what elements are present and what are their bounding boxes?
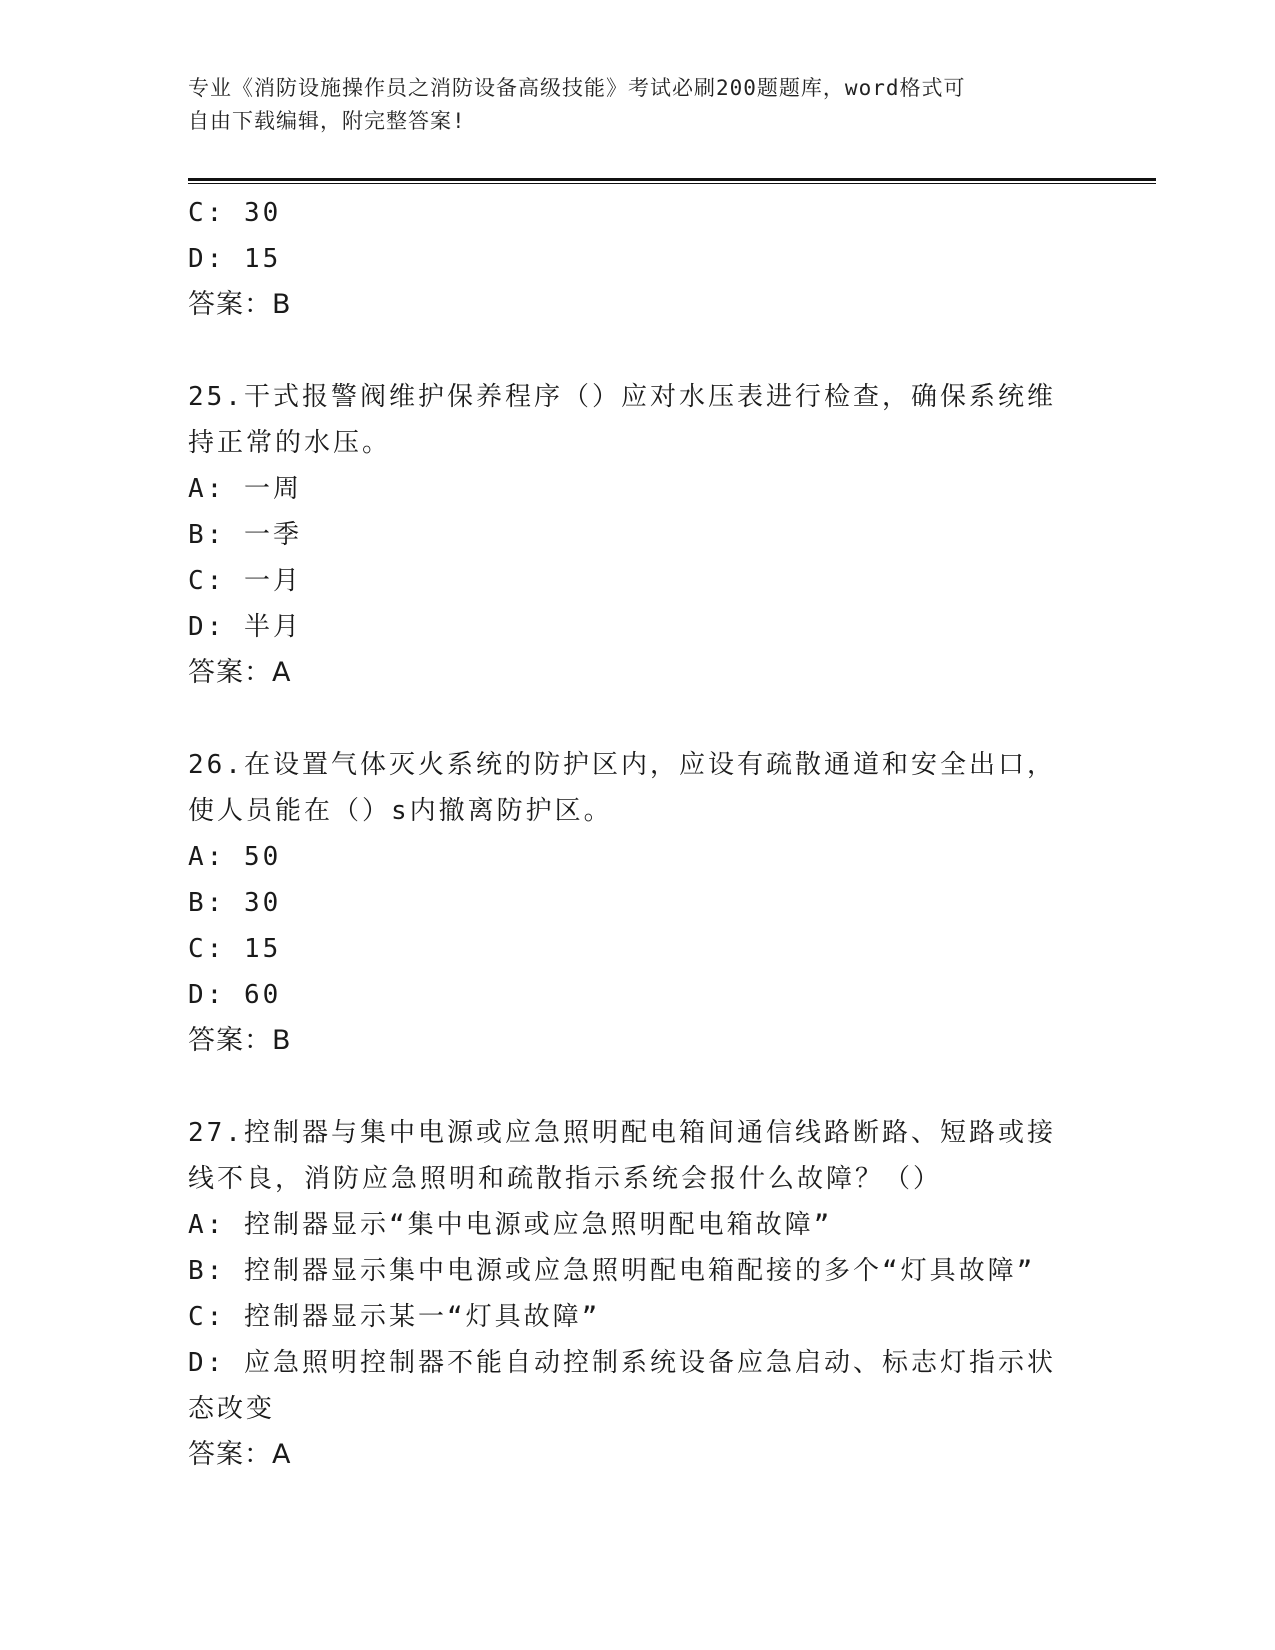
question-text: 26.在设置气体灭火系统的防护区内，应设有疏散通道和安全出口，使人员能在（）s内撤离防护区。 — [188, 750, 1056, 826]
option-text: 控制器显示“集中电源或应急照明配电箱故障” — [243, 1210, 833, 1240]
header-divider-thin — [188, 183, 1156, 184]
option-text: 60 — [243, 980, 282, 1010]
option-label: D: — [188, 612, 226, 642]
option-b — [188, 512, 1088, 558]
question-text: 25.干式报警阀维护保养程序（）应对水压表进行检查，确保系统维持正常的水压。 — [188, 382, 1056, 458]
answer-line: 答案：A — [188, 1439, 292, 1470]
page-header — [188, 72, 1068, 138]
header-title-line-2: 自由下载编辑，附完整答案! — [188, 109, 466, 133]
option-label: B: — [188, 520, 226, 550]
option-b — [188, 880, 1088, 926]
option-d — [188, 1340, 1078, 1432]
option-text: 50 — [243, 842, 282, 872]
question-27 — [188, 1110, 1088, 1478]
option-a — [188, 466, 1088, 512]
option-text: 一周 — [243, 474, 302, 504]
answer-line: 答案：B — [188, 289, 292, 320]
spacer — [188, 328, 1088, 374]
option-c — [188, 926, 1088, 972]
option-text: 30 — [243, 888, 282, 918]
question-text: 27.控制器与集中电源或应急照明配电箱间通信线路断路、短路或接线不良，消防应急照明和疏散指示系统会报什么故障？（） — [188, 1118, 1056, 1194]
option-label: B: — [188, 888, 226, 918]
option-label: D: — [188, 244, 226, 274]
answer-line: 答案：A — [188, 657, 292, 688]
continued-question — [188, 190, 1088, 328]
option-label: C: — [188, 934, 226, 964]
option-c — [188, 558, 1088, 604]
option-c — [188, 190, 1088, 236]
option-label: C: — [188, 566, 226, 596]
option-text: 15 — [243, 244, 282, 274]
option-text: 应急照明控制器不能自动控制系统设备应急启动、标志灯指示状态改变 — [188, 1348, 1056, 1424]
option-text: 一季 — [243, 520, 302, 550]
question-26 — [188, 742, 1088, 1064]
question-list — [188, 190, 1088, 1478]
option-label: D: — [188, 980, 226, 1010]
spacer — [188, 1064, 1088, 1110]
option-label: D: — [188, 1348, 226, 1378]
option-text: 控制器显示集中电源或应急照明配电箱配接的多个“灯具故障” — [243, 1256, 1036, 1286]
option-text: 15 — [243, 934, 282, 964]
answer-line: 答案：B — [188, 1025, 292, 1056]
option-label: B: — [188, 1256, 226, 1286]
option-text: 30 — [243, 198, 282, 228]
option-a — [188, 1202, 1088, 1248]
option-label: A: — [188, 474, 226, 504]
option-d — [188, 236, 1088, 282]
option-label: A: — [188, 842, 226, 872]
option-d — [188, 972, 1088, 1018]
header-title-line-1: 专业《消防设施操作员之消防设备高级技能》考试必刷200题题库，word格式可 — [188, 76, 966, 100]
option-d — [188, 604, 1088, 650]
option-c — [188, 1294, 1088, 1340]
option-a — [188, 834, 1088, 880]
header-divider-thick — [188, 178, 1156, 181]
question-25 — [188, 374, 1088, 696]
option-text: 控制器显示某一“灯具故障” — [243, 1302, 601, 1332]
option-b — [188, 1248, 1088, 1294]
option-label: C: — [188, 198, 226, 228]
option-label: C: — [188, 1302, 226, 1332]
spacer — [188, 696, 1088, 742]
option-text: 半月 — [243, 612, 302, 642]
option-label: A: — [188, 1210, 226, 1240]
option-text: 一月 — [243, 566, 302, 596]
